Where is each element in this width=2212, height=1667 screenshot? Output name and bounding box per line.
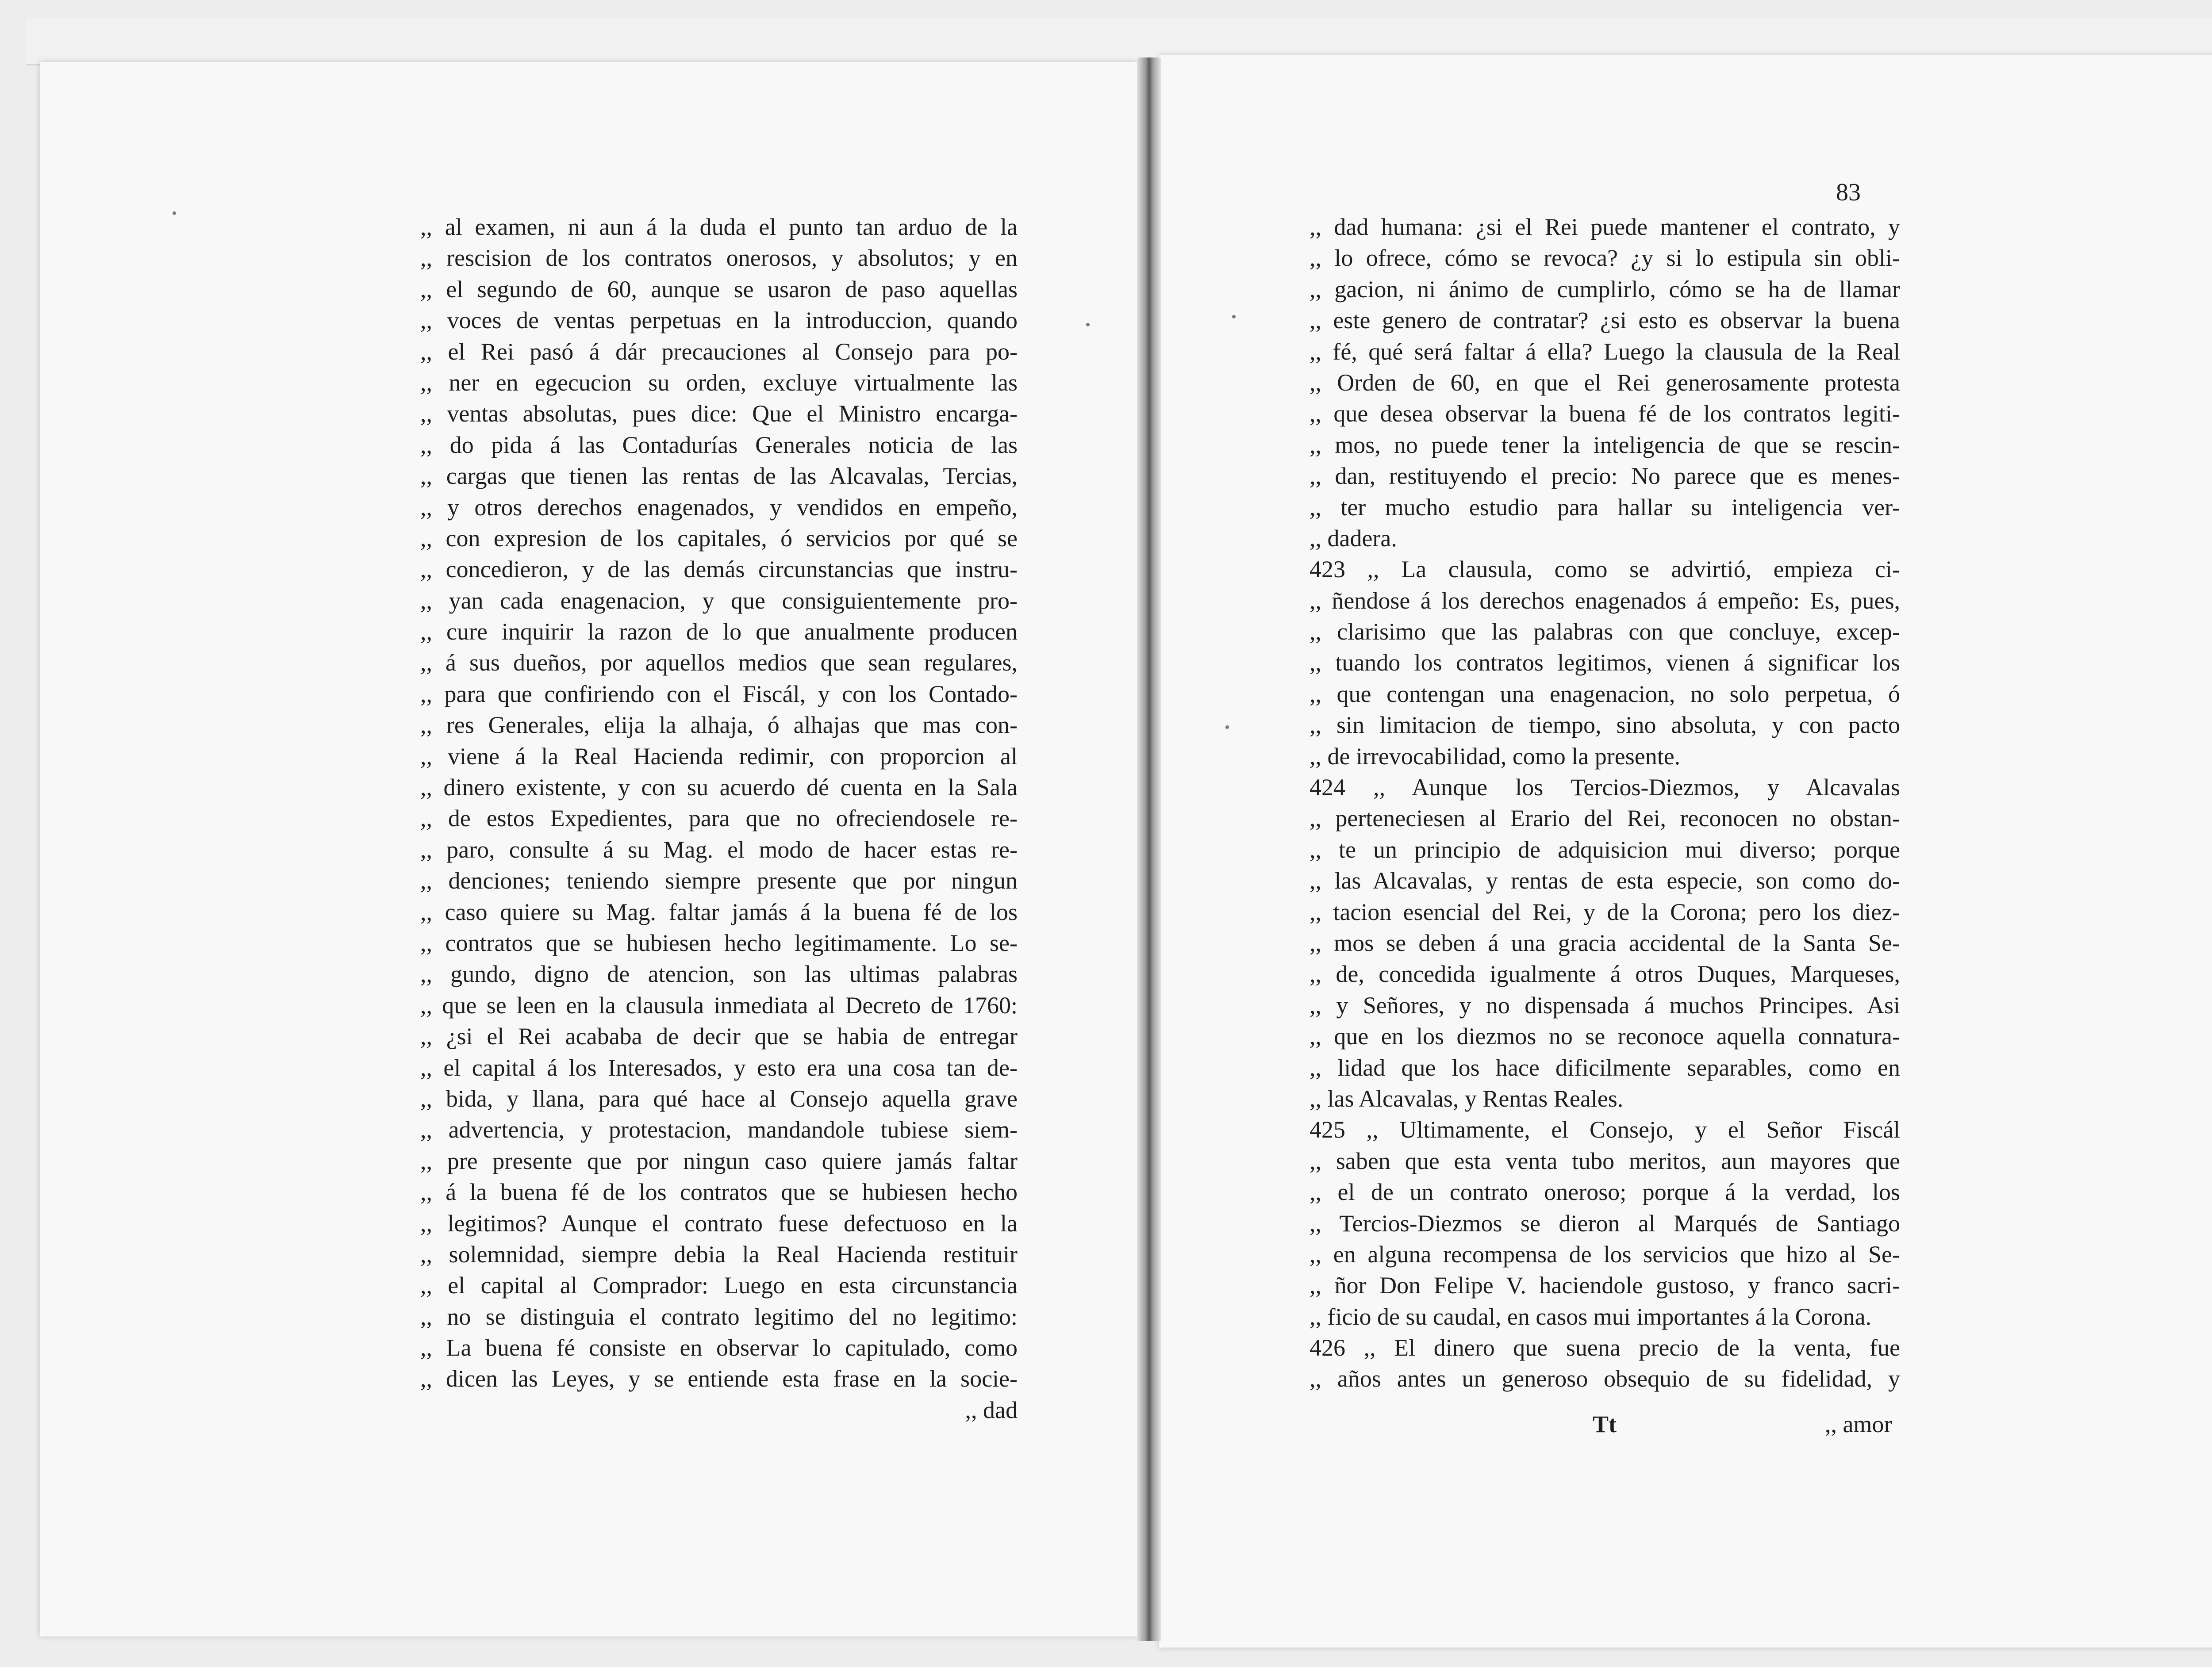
text-line: ,, ter mucho estudio para hallar su inteligencia ver- bbox=[1310, 494, 1900, 521]
text-line: ,, dicen las Leyes, y se entiende esta frase en la socie- bbox=[420, 1365, 1018, 1392]
text-line: ,, cargas que tienen las rentas de las Alcavalas, Tercias, bbox=[420, 463, 1018, 490]
text-line: ,, el capital al Comprador: Luego en esta circunstancia bbox=[420, 1272, 1018, 1299]
text-line: ,, y Señores, y no dispensada á muchos Principes. Asi bbox=[1310, 992, 1900, 1019]
text-line: ,, contratos que se hubiesen hecho legitimamente. Lo se- bbox=[420, 929, 1018, 956]
text-line: ,, que en los diezmos no se reconoce aquella connatura- bbox=[1310, 1023, 1900, 1050]
paper-speck bbox=[173, 211, 176, 215]
text-line: ,, tuando los contratos legitimos, vienen á significar los bbox=[1310, 649, 1900, 676]
text-line: ,, gundo, digno de atencion, son las ultimas palabras bbox=[420, 961, 1018, 988]
text-line: ,, ñendose á los derechos enagenados á empeño: Es, pues, bbox=[1310, 587, 1900, 614]
text-line: ,, dan, restituyendo el precio: No parece que es menes- bbox=[1310, 463, 1900, 490]
paper-speck bbox=[1225, 725, 1229, 729]
text-line: ,, ¿si el Rei acababa de decir que se habia de entregar bbox=[420, 1023, 1018, 1050]
text-line: ,, mos, no puede tener la inteligencia de que se rescin- bbox=[1310, 431, 1900, 458]
text-line: ,, dadera. bbox=[1310, 525, 1397, 552]
text-line: ,, clarisimo que las palabras con que concluye, excep- bbox=[1310, 618, 1900, 645]
text-line: ,, á sus dueños, por aquellos medios que sean regulares, bbox=[420, 649, 1018, 676]
text-line: ,, Tercios-Diezmos se dieron al Marqués de Santiago bbox=[1310, 1210, 1900, 1237]
text-line: ,, ventas absolutas, pues dice: Que el Ministro encarga- bbox=[420, 400, 1018, 427]
text-line: ,, sin limitacion de tiempo, sino absoluta, y con pacto bbox=[1310, 712, 1900, 739]
text-line: ,, con expresion de los capitales, ó servicios por qué se bbox=[420, 525, 1018, 552]
left-page-text bbox=[420, 211, 1018, 1426]
text-line: ,, y otros derechos enagenados, y vendidos en empeño, bbox=[420, 494, 1018, 521]
text-line: ,, que contengan una enagenacion, no solo perpetua, ó bbox=[1310, 680, 1900, 707]
paper-speck bbox=[1232, 315, 1236, 318]
text-line: ,, mos se deben á una gracia accidental de la Santa Se- bbox=[1310, 929, 1900, 956]
right-page-text bbox=[1310, 211, 1900, 1395]
text-line: ,, que desea observar la buena fé de los contratos legiti- bbox=[1310, 400, 1900, 427]
page-number: 83 bbox=[1836, 179, 1861, 206]
text-line: ,, advertencia, y protestacion, mandandole tubiese siem- bbox=[420, 1116, 1018, 1143]
text-line: ,, caso quiere su Mag. faltar jamás á la buena fé de los bbox=[420, 898, 1018, 925]
text-line: ,, cure inquirir la razon de lo que anualmente producen bbox=[420, 618, 1018, 645]
text-line: ,, yan cada enagenacion, y que consiguientemente pro- bbox=[420, 587, 1018, 614]
text-line: ,, en alguna recompensa de los servicios que hizo al Se- bbox=[1310, 1241, 1900, 1268]
text-line: ,, saben que esta venta tubo meritos, aun mayores que bbox=[1310, 1147, 1900, 1174]
text-line: ,, ner en egecucion su orden, excluye virtualmente las bbox=[420, 369, 1018, 396]
text-line: 423 ,, La clausula, como se advirtió, empieza ci- bbox=[1310, 556, 1900, 583]
paper-speck bbox=[1086, 323, 1090, 326]
text-line: ,, no se distinguia el contrato legitimo del no legitimo: bbox=[420, 1303, 1018, 1330]
text-line: ,, de, concedida igualmente á otros Duques, Marqueses, bbox=[1310, 961, 1900, 988]
text-line: 426 ,, El dinero que suena precio de la venta, fue bbox=[1310, 1334, 1900, 1361]
text-line: ,, el de un contrato oneroso; porque á la verdad, los bbox=[1310, 1179, 1900, 1206]
text-line: ,, do pida á las Contadurías Generales noticia de las bbox=[420, 431, 1018, 458]
text-line: 425 ,, Ultimamente, el Consejo, y el Señor Fiscál bbox=[1310, 1116, 1900, 1143]
text-line: ,, pre presente que por ningun caso quiere jamás faltar bbox=[420, 1147, 1018, 1174]
text-line: ,, de estos Expedientes, para que no ofreciendosele re- bbox=[420, 805, 1018, 832]
text-line: ,, solemnidad, siempre debia la Real Hacienda restituir bbox=[420, 1241, 1018, 1268]
catchword: ,, amor bbox=[1825, 1411, 1892, 1437]
text-line: ,, paro, consulte á su Mag. el modo de hacer estas re- bbox=[420, 836, 1018, 863]
text-line: ,, La buena fé consiste en observar lo capitulado, como bbox=[420, 1334, 1018, 1361]
text-line: ,, las Alcavalas, y rentas de esta especie, son como do- bbox=[1310, 867, 1900, 894]
text-line: ,, este genero de contratar? ¿si esto es observar la buena bbox=[1310, 307, 1900, 334]
text-line: ,, ñor Don Felipe V. haciendole gustoso, y franco sacri- bbox=[1310, 1272, 1900, 1299]
text-line: ,, á la buena fé de los contratos que se hubiesen hecho bbox=[420, 1179, 1018, 1206]
text-line: ,, voces de ventas perpetuas en la introduccion, quando bbox=[420, 307, 1018, 334]
text-line: ,, rescision de los contratos onerosos, y absolutos; y en bbox=[420, 245, 1018, 272]
text-line: ,, dinero existente, y con su acuerdo dé cuenta en la Sala bbox=[420, 774, 1018, 801]
text-line: ,, concedieron, y de las demás circunstancias que instru- bbox=[420, 556, 1018, 583]
text-line: ,, de irrevocabilidad, como la presente. bbox=[1310, 743, 1681, 770]
text-line: ,, denciones; teniendo siempre presente que por ningun bbox=[420, 867, 1018, 894]
text-line: ,, el segundo de 60, aunque se usaron de paso aquellas bbox=[420, 276, 1018, 303]
text-line: ,, ficio de su caudal, en casos mui importantes á la Corona. bbox=[1310, 1303, 1872, 1330]
text-line: ,, legitimos? Aunque el contrato fuese defectuoso en la bbox=[420, 1210, 1018, 1237]
text-line: ,, años antes un generoso obsequio de su fidelidad, y bbox=[1310, 1365, 1900, 1392]
text-line: ,, fé, qué será faltar á ella? Luego la clausula de la Real bbox=[1310, 338, 1900, 365]
text-line: ,, res Generales, elija la alhaja, ó alhajas que mas con- bbox=[420, 712, 1018, 739]
text-line: ,, perteneciesen al Erario del Rei, reconocen no obstan- bbox=[1310, 805, 1900, 832]
text-line: ,, que se leen en la clausula inmediata al Decreto de 1760: bbox=[420, 992, 1018, 1019]
text-line: ,, las Alcavalas, y Rentas Reales. bbox=[1310, 1085, 1624, 1112]
book-gutter bbox=[1137, 57, 1161, 1641]
text-line: ,, dad bbox=[965, 1396, 1018, 1423]
text-line: ,, Orden de 60, en que el Rei generosamente protesta bbox=[1310, 369, 1900, 396]
text-line: ,, al examen, ni aun á la duda el punto tan arduo de la bbox=[420, 214, 1018, 240]
text-line: ,, tacion esencial del Rei, y de la Corona; pero los diez- bbox=[1310, 898, 1900, 925]
text-line: 424 ,, Aunque los Tercios-Diezmos, y Alcavalas bbox=[1310, 774, 1900, 801]
text-line: ,, lo ofrece, cómo se revoca? ¿y si lo estipula sin obli- bbox=[1310, 245, 1900, 272]
text-line: ,, gacion, ni ánimo de cumplirlo, cómo se ha de llamar bbox=[1310, 276, 1900, 303]
signature-mark: Tt bbox=[1593, 1411, 1617, 1437]
text-line: ,, lidad que los hace dificilmente separables, como en bbox=[1310, 1054, 1900, 1081]
text-line: ,, viene á la Real Hacienda redimir, con proporcion al bbox=[420, 743, 1018, 770]
text-line: ,, dad humana: ¿si el Rei puede mantener el contrato, y bbox=[1310, 214, 1900, 240]
text-line: ,, el Rei pasó á dár precauciones al Consejo para po- bbox=[420, 338, 1018, 365]
text-line: ,, para que confiriendo con el Fiscál, y con los Contado- bbox=[420, 680, 1018, 707]
text-line: ,, bida, y llana, para qué hace al Consejo aquella grave bbox=[420, 1085, 1018, 1112]
text-line: ,, te un principio de adquisicion mui diverso; porque bbox=[1310, 836, 1900, 863]
text-line: ,, el capital á los Interesados, y esto era una cosa tan de- bbox=[420, 1054, 1018, 1081]
